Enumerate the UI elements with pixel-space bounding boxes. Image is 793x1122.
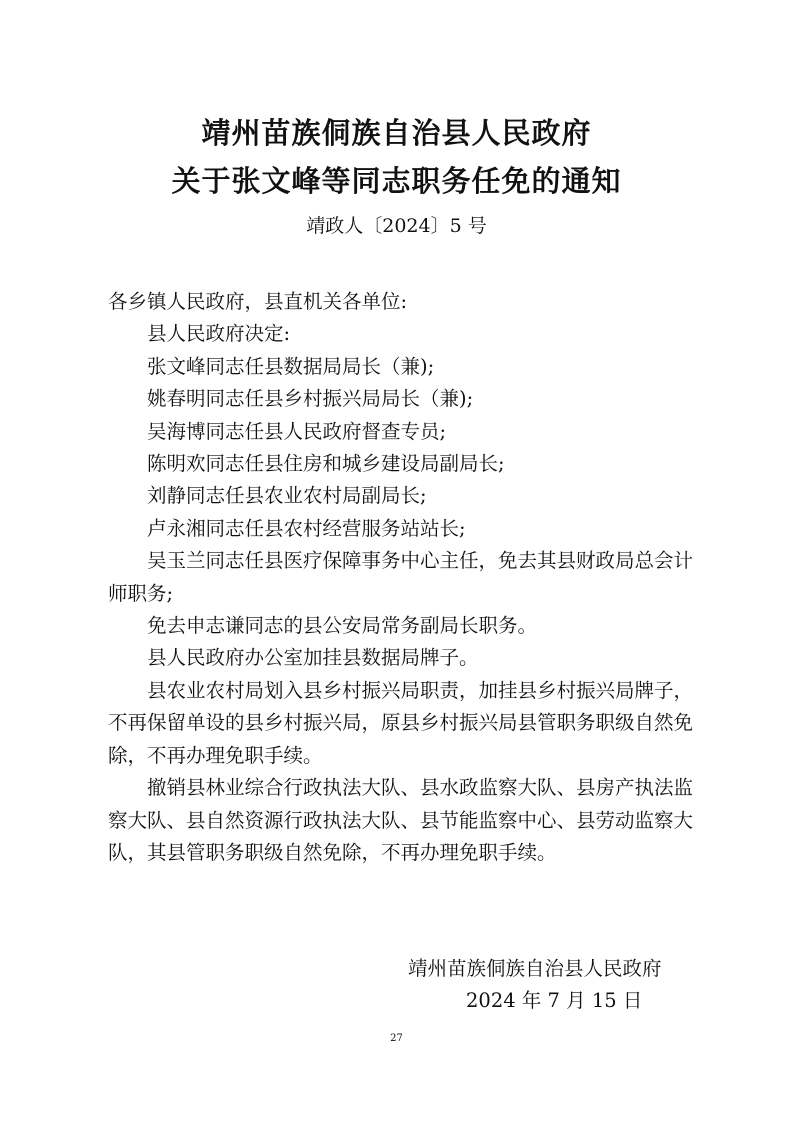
paragraph-appointment-2: 姚春明同志任县乡村振兴局局长（兼); (147, 387, 474, 411)
paragraph-appointment-3: 吴海博同志任县人民政府督查专员; (147, 419, 447, 443)
paragraph-appointment-1: 张文峰同志任县数据局局长（兼); (147, 354, 435, 378)
document-title-line-1: 靖州苗族侗族自治县人民政府 (201, 116, 592, 150)
addressee: 各乡镇人民政府，县直机关各单位: (108, 290, 408, 313)
paragraph-decision-intro: 县人民政府决定: (147, 322, 291, 346)
signature-organization: 靖州苗族侗族自治县人民政府 (408, 957, 662, 980)
paragraph-agriculture-bureau: 县农业农村局划入县乡村振兴局职责，加挂县乡村振兴局牌子，不再保留单设的县乡村振兴局，原县乡村振兴局县管职务职级自然免除，不再办理免职手续。 (108, 678, 694, 767)
paragraph-abolish-units: 撤销县林业综合行政执法大队、县水政监察大队、县房产执法监察大队、县自然资源行政执法大队、县节能监察中心、县劳动监察大队，其县管职务职级自然免除，不再办理免职手续。 (108, 776, 694, 864)
paragraph-removal: 免去申志谦同志的县公安局常务副局长职务。 (147, 614, 538, 638)
document-body (108, 286, 693, 869)
paragraph-office-plaque: 县人民政府办公室加挂县数据局牌子。 (147, 646, 479, 670)
document-number: 靖政人〔2024〕5 号 (306, 215, 487, 237)
document-title-line-2: 关于张文峰等同志职务任免的通知 (171, 164, 622, 198)
paragraph-appointment-6: 卢永湘同志任县农村经营服务站站长; (147, 516, 466, 540)
paragraph-appointment-5: 刘静同志任县农业农村局副局长; (147, 484, 427, 508)
page-number: 27 (390, 1033, 403, 1044)
paragraph-appointment-4: 陈明欢同志任县住房和城乡建设局副局长; (147, 452, 505, 476)
signature-date: 2024 年 7 月 15 日 (466, 989, 643, 1012)
paragraph-appointment-7: 吴玉兰同志任县医疗保障事务中心主任，免去其县财政局总会计师职务; (108, 549, 694, 605)
